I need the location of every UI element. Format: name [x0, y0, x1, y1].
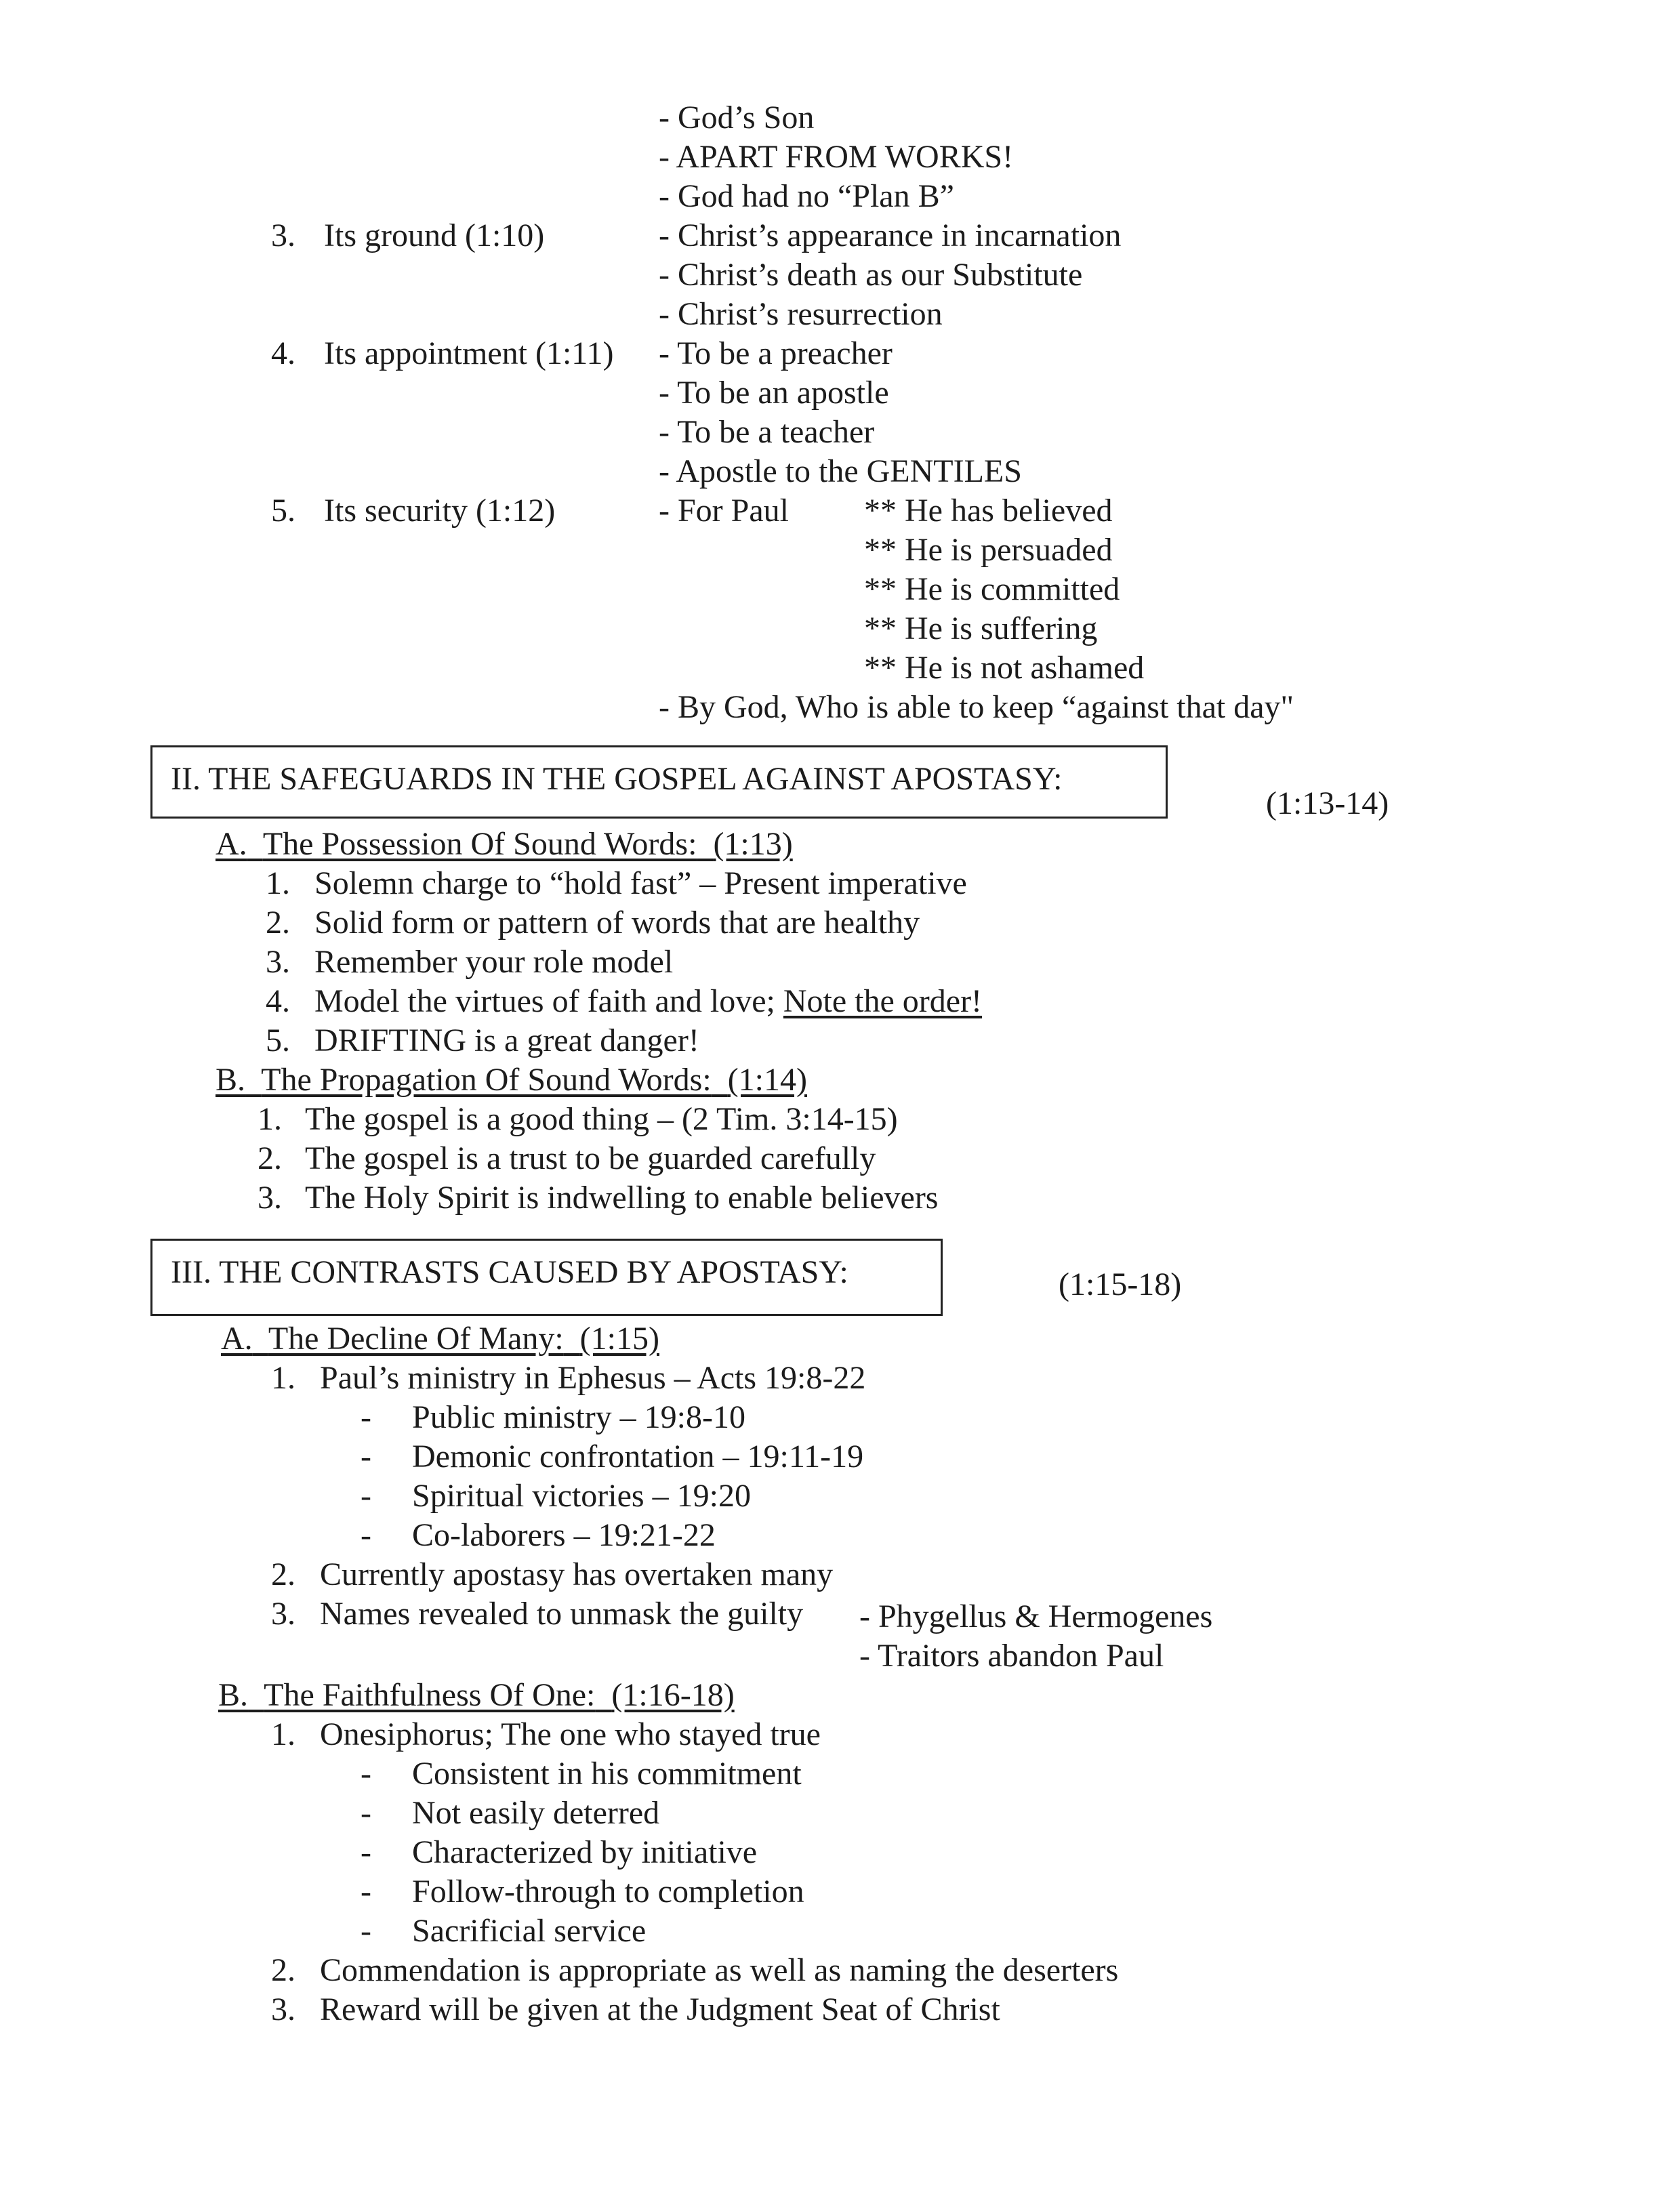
- section2-b-heading: B. The Propagation Of Sound Words: (1:14): [216, 1062, 807, 1098]
- list-number: 1.: [258, 1101, 282, 1137]
- ground-item: - Christ’s death as our Substitute: [659, 257, 1083, 293]
- sub-list-item: Consistent in his commitment: [412, 1756, 802, 1792]
- appointment-item: - To be a teacher: [659, 414, 875, 450]
- gift-item: - APART FROM WORKS!: [659, 139, 1014, 175]
- sub-list-dash: -: [361, 1874, 371, 1910]
- list-number: 2.: [271, 1952, 295, 1988]
- sub-list-dash: -: [361, 1834, 371, 1870]
- section2-a-heading: A. The Possession Of Sound Words: (1:13): [216, 826, 793, 862]
- sub-list-dash: -: [361, 1399, 371, 1435]
- list-item: Currently apostasy has overtaken many: [320, 1556, 834, 1592]
- ground-number: 3.: [271, 218, 295, 253]
- sub-list-item: Follow-through to completion: [412, 1874, 804, 1910]
- security-point: ** He is persuaded: [864, 532, 1113, 568]
- appointment-label: Its appointment (1:11): [324, 335, 614, 371]
- sub-list-dash: -: [361, 1913, 371, 1949]
- sub-list-item: Co-laborers – 19:21-22: [412, 1517, 716, 1553]
- list-number: 4.: [266, 983, 290, 1019]
- security-label: Its security (1:12): [324, 493, 556, 529]
- ground-label: Its ground (1:10): [324, 218, 545, 253]
- list-number: 2.: [271, 1556, 295, 1592]
- gift-item: - God’s Son: [659, 100, 815, 136]
- sub-list-dash: -: [361, 1478, 371, 1514]
- traitor-name: - Traitors abandon Paul: [859, 1638, 1164, 1674]
- section3-reference: (1:15-18): [1059, 1266, 1182, 1302]
- sub-list-item: Spiritual victories – 19:20: [412, 1478, 751, 1514]
- list-number: 3.: [271, 1991, 295, 2027]
- security-point: ** He is not ashamed: [864, 650, 1145, 686]
- section3-a-heading: A. The Decline Of Many: (1:15): [221, 1321, 659, 1357]
- list-item: Paul’s ministry in Ephesus – Acts 19:8-22: [320, 1360, 866, 1396]
- appointment-item: - To be a preacher: [659, 335, 893, 371]
- list-item: Onesiphorus; The one who stayed true: [320, 1716, 821, 1752]
- list-number: 2.: [266, 905, 290, 941]
- sub-list-dash: -: [361, 1517, 371, 1553]
- list-number: 3.: [266, 944, 290, 980]
- security-point: ** He is committed: [864, 571, 1120, 607]
- list-item: DRIFTING is a great danger!: [314, 1023, 699, 1058]
- list-number: 2.: [258, 1140, 282, 1176]
- gift-item: - God had no “Plan B”: [659, 178, 954, 214]
- list-number: 1.: [271, 1360, 295, 1396]
- note-the-order: Note the order!: [783, 983, 983, 1019]
- section3-heading: III. THE CONTRASTS CAUSED BY APOSTASY:: [171, 1254, 848, 1290]
- list-item: Reward will be given at the Judgment Seat of Christ: [320, 1991, 1000, 2027]
- sub-list-item: Characterized by initiative: [412, 1834, 758, 1870]
- security-number: 5.: [271, 493, 295, 529]
- sub-list-dash: -: [361, 1756, 371, 1792]
- list-number: 1.: [271, 1716, 295, 1752]
- ground-item: - Christ’s appearance in incarnation: [659, 218, 1122, 253]
- security-for-paul: - For Paul: [659, 493, 789, 529]
- list-item: Solemn charge to “hold fast” – Present imperative: [314, 865, 967, 901]
- list-number: 3.: [258, 1180, 282, 1216]
- appointment-number: 4.: [271, 335, 295, 371]
- section3-b-heading: B. The Faithfulness Of One: (1:16-18): [218, 1677, 735, 1713]
- list-item: The gospel is a trust to be guarded carefully: [305, 1140, 876, 1176]
- list-number: 5.: [266, 1023, 290, 1058]
- section2-reference: (1:13-14): [1266, 785, 1389, 821]
- sub-list-item: Demonic confrontation – 19:11-19: [412, 1439, 864, 1474]
- list-item: Remember your role model: [314, 944, 674, 980]
- section2-heading: II. THE SAFEGUARDS IN THE GOSPEL AGAINST APOSTASY:: [171, 761, 1063, 797]
- sub-list-dash: -: [361, 1795, 371, 1831]
- list-item: The gospel is a good thing – (2 Tim. 3:14-15): [305, 1101, 898, 1137]
- list-item: Names revealed to unmask the guilty: [320, 1596, 804, 1632]
- list-item: The Holy Spirit is indwelling to enable believers: [305, 1180, 939, 1216]
- traitor-name: - Phygellus & Hermogenes: [859, 1598, 1213, 1634]
- security-point: ** He has believed: [864, 493, 1113, 529]
- sub-list-dash: -: [361, 1439, 371, 1474]
- appointment-item: - To be an apostle: [659, 375, 889, 411]
- security-point: ** He is suffering: [864, 611, 1098, 646]
- list-item: Model the virtues of faith and love; Note the order!: [314, 983, 983, 1019]
- sub-list-item: Not easily deterred: [412, 1795, 660, 1831]
- list-item: Solid form or pattern of words that are healthy: [314, 905, 920, 941]
- list-number: 1.: [266, 865, 290, 901]
- ground-item: - Christ’s resurrection: [659, 296, 943, 332]
- security-by-god: - By God, Who is able to keep “against that day": [659, 689, 1294, 725]
- appointment-item: - Apostle to the GENTILES: [659, 453, 1022, 489]
- list-item: Commendation is appropriate as well as naming the deserters: [320, 1952, 1119, 1988]
- list-number: 3.: [271, 1596, 295, 1632]
- sub-list-item: Sacrificial service: [412, 1913, 647, 1949]
- sub-list-item: Public ministry – 19:8-10: [412, 1399, 745, 1435]
